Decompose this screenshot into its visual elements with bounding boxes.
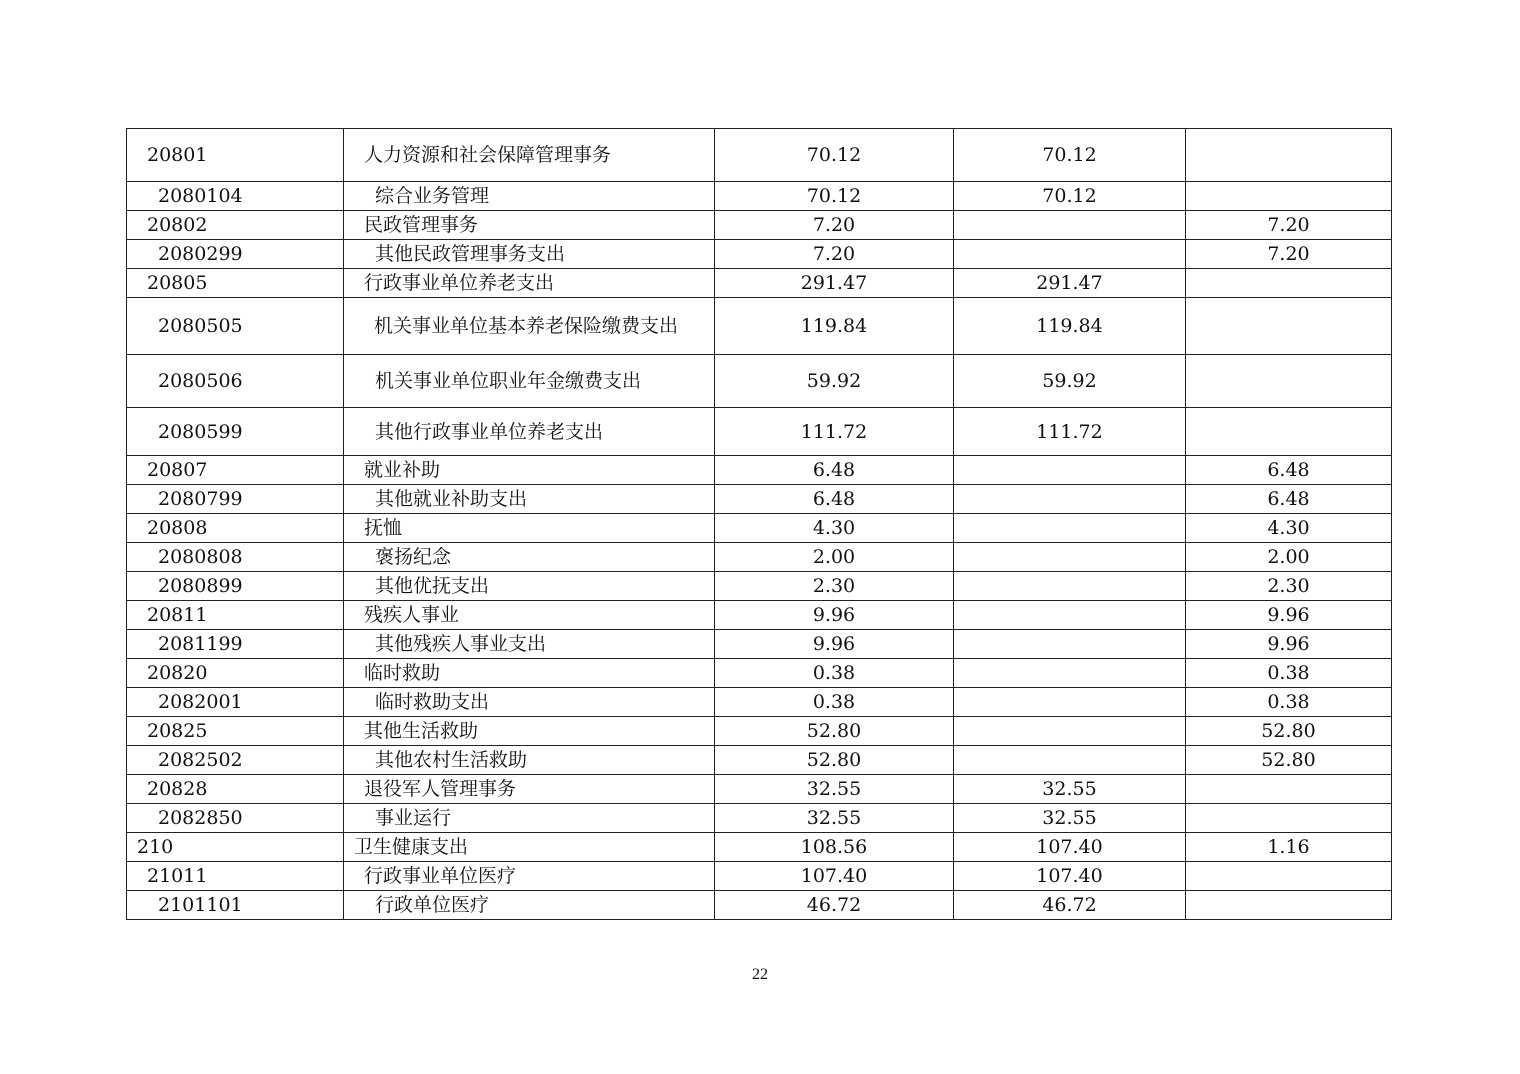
cell-name: 残疾人事业 <box>344 601 715 630</box>
cell-name: 其他农村生活救助 <box>344 746 715 775</box>
cell-name: 其他残疾人事业支出 <box>344 630 715 659</box>
table-row <box>127 746 1392 775</box>
cell-basic <box>954 601 1186 630</box>
cell-total: 7.20 <box>715 240 954 269</box>
cell-code: 20802 <box>127 211 344 240</box>
cell-project: 2.30 <box>1186 572 1392 601</box>
cell-name: 其他行政事业单位养老支出 <box>344 408 715 456</box>
cell-name: 卫生健康支出 <box>344 833 715 862</box>
table-row <box>127 129 1392 182</box>
cell-code: 2080505 <box>127 298 344 355</box>
cell-code: 2082502 <box>127 746 344 775</box>
cell-basic: 70.12 <box>954 129 1186 182</box>
cell-code: 2080808 <box>127 543 344 572</box>
cell-code: 2082001 <box>127 688 344 717</box>
cell-total: 32.55 <box>715 775 954 804</box>
cell-project: 0.38 <box>1186 659 1392 688</box>
cell-total: 0.38 <box>715 688 954 717</box>
cell-basic <box>954 211 1186 240</box>
cell-total: 6.48 <box>715 456 954 485</box>
cell-code: 2080899 <box>127 572 344 601</box>
table-row <box>127 717 1392 746</box>
cell-code: 20808 <box>127 514 344 543</box>
cell-name: 机关事业单位基本养老保险缴费支出 <box>344 298 715 355</box>
cell-name: 行政单位医疗 <box>344 891 715 920</box>
cell-basic <box>954 746 1186 775</box>
cell-code: 20825 <box>127 717 344 746</box>
cell-basic <box>954 717 1186 746</box>
cell-basic: 70.12 <box>954 182 1186 211</box>
table-row <box>127 298 1392 355</box>
cell-name: 就业补助 <box>344 456 715 485</box>
table-row <box>127 862 1392 891</box>
cell-code: 2080299 <box>127 240 344 269</box>
cell-name: 退役军人管理事务 <box>344 775 715 804</box>
cell-name: 行政事业单位医疗 <box>344 862 715 891</box>
cell-basic <box>954 240 1186 269</box>
cell-total: 107.40 <box>715 862 954 891</box>
cell-basic: 119.84 <box>954 298 1186 355</box>
cell-name: 褒扬纪念 <box>344 543 715 572</box>
table-row <box>127 355 1392 408</box>
cell-project: 1.16 <box>1186 833 1392 862</box>
cell-name: 行政事业单位养老支出 <box>344 269 715 298</box>
cell-code: 2082850 <box>127 804 344 833</box>
cell-name: 其他生活救助 <box>344 717 715 746</box>
cell-name: 临时救助 <box>344 659 715 688</box>
cell-name: 综合业务管理 <box>344 182 715 211</box>
cell-basic <box>954 485 1186 514</box>
cell-basic <box>954 572 1186 601</box>
cell-total: 70.12 <box>715 182 954 211</box>
cell-code: 2101101 <box>127 891 344 920</box>
cell-code: 20801 <box>127 129 344 182</box>
cell-total: 6.48 <box>715 485 954 514</box>
cell-code: 2080599 <box>127 408 344 456</box>
table-row <box>127 775 1392 804</box>
cell-total: 52.80 <box>715 746 954 775</box>
cell-code: 2080104 <box>127 182 344 211</box>
cell-project <box>1186 129 1392 182</box>
cell-project <box>1186 269 1392 298</box>
cell-project: 0.38 <box>1186 688 1392 717</box>
cell-total: 9.96 <box>715 630 954 659</box>
cell-total: 119.84 <box>715 298 954 355</box>
cell-total: 108.56 <box>715 833 954 862</box>
cell-name: 其他优抚支出 <box>344 572 715 601</box>
cell-code: 20807 <box>127 456 344 485</box>
cell-basic <box>954 688 1186 717</box>
cell-total: 291.47 <box>715 269 954 298</box>
cell-name: 其他民政管理事务支出 <box>344 240 715 269</box>
table-row <box>127 572 1392 601</box>
page-number: 22 <box>752 966 768 983</box>
cell-basic: 32.55 <box>954 804 1186 833</box>
cell-project: 9.96 <box>1186 630 1392 659</box>
table-row <box>127 485 1392 514</box>
cell-total: 46.72 <box>715 891 954 920</box>
cell-project: 6.48 <box>1186 485 1392 514</box>
table-row <box>127 630 1392 659</box>
cell-basic: 59.92 <box>954 355 1186 408</box>
cell-project: 7.20 <box>1186 240 1392 269</box>
table-row <box>127 240 1392 269</box>
cell-code: 21011 <box>127 862 344 891</box>
cell-name: 抚恤 <box>344 514 715 543</box>
table-row <box>127 688 1392 717</box>
cell-project <box>1186 298 1392 355</box>
cell-code: 20820 <box>127 659 344 688</box>
table-row <box>127 211 1392 240</box>
cell-total: 9.96 <box>715 601 954 630</box>
cell-code: 2081199 <box>127 630 344 659</box>
table-row <box>127 833 1392 862</box>
cell-basic: 107.40 <box>954 833 1186 862</box>
table-row <box>127 408 1392 456</box>
cell-code: 20811 <box>127 601 344 630</box>
cell-name: 临时救助支出 <box>344 688 715 717</box>
cell-total: 59.92 <box>715 355 954 408</box>
cell-project: 52.80 <box>1186 717 1392 746</box>
cell-project <box>1186 891 1392 920</box>
cell-total: 0.38 <box>715 659 954 688</box>
cell-project <box>1186 862 1392 891</box>
cell-name: 民政管理事务 <box>344 211 715 240</box>
budget-table <box>126 128 1392 920</box>
cell-basic <box>954 630 1186 659</box>
cell-code: 20805 <box>127 269 344 298</box>
cell-basic <box>954 514 1186 543</box>
cell-project: 6.48 <box>1186 456 1392 485</box>
table-row <box>127 543 1392 572</box>
cell-basic: 32.55 <box>954 775 1186 804</box>
cell-total: 7.20 <box>715 211 954 240</box>
cell-code: 20828 <box>127 775 344 804</box>
table-row <box>127 891 1392 920</box>
table-body <box>127 129 1392 920</box>
cell-basic: 46.72 <box>954 891 1186 920</box>
cell-basic: 107.40 <box>954 862 1186 891</box>
cell-project: 52.80 <box>1186 746 1392 775</box>
cell-project <box>1186 804 1392 833</box>
cell-basic <box>954 543 1186 572</box>
cell-total: 4.30 <box>715 514 954 543</box>
cell-total: 2.00 <box>715 543 954 572</box>
cell-name: 机关事业单位职业年金缴费支出 <box>344 355 715 408</box>
cell-project <box>1186 355 1392 408</box>
cell-project: 4.30 <box>1186 514 1392 543</box>
cell-code: 210 <box>127 833 344 862</box>
table-row <box>127 456 1392 485</box>
cell-project <box>1186 775 1392 804</box>
cell-project <box>1186 408 1392 456</box>
table-row <box>127 269 1392 298</box>
table-row <box>127 182 1392 211</box>
cell-code: 2080506 <box>127 355 344 408</box>
cell-name: 事业运行 <box>344 804 715 833</box>
cell-code: 2080799 <box>127 485 344 514</box>
cell-total: 2.30 <box>715 572 954 601</box>
cell-basic <box>954 456 1186 485</box>
cell-project: 7.20 <box>1186 211 1392 240</box>
cell-basic: 291.47 <box>954 269 1186 298</box>
table-row <box>127 601 1392 630</box>
table-row <box>127 514 1392 543</box>
cell-basic: 111.72 <box>954 408 1186 456</box>
table-row <box>127 659 1392 688</box>
table-row <box>127 804 1392 833</box>
cell-basic <box>954 659 1186 688</box>
cell-project: 9.96 <box>1186 601 1392 630</box>
cell-name: 其他就业补助支出 <box>344 485 715 514</box>
cell-total: 32.55 <box>715 804 954 833</box>
cell-project <box>1186 182 1392 211</box>
cell-project: 2.00 <box>1186 543 1392 572</box>
cell-total: 111.72 <box>715 408 954 456</box>
cell-total: 52.80 <box>715 717 954 746</box>
cell-name: 人力资源和社会保障管理事务 <box>344 129 715 182</box>
cell-total: 70.12 <box>715 129 954 182</box>
